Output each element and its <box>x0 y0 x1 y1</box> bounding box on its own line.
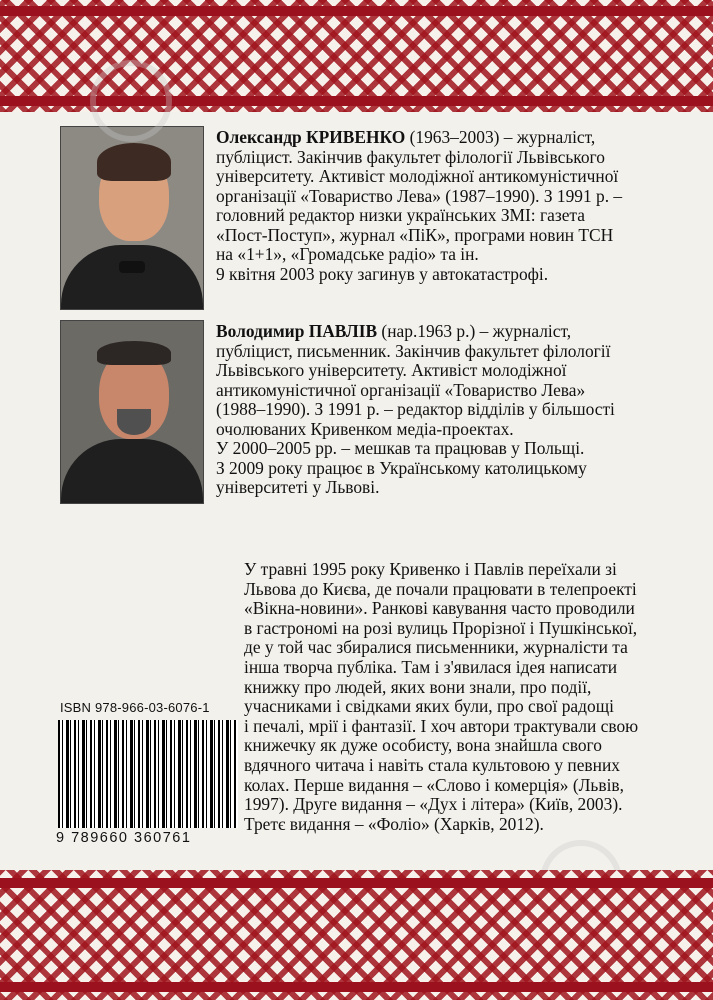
description-line: учасниками і свідками яких були, про свої радощі <box>244 696 614 717</box>
ornament-stripe <box>0 982 713 992</box>
description-line: де у той час збиралися письменники, журналісти та <box>244 637 628 658</box>
bio-line: 9 квітня 2003 року загинув у автокатастрофі. <box>216 263 549 284</box>
bio-line: Львівського університету. Активіст молодіжної <box>216 360 567 380</box>
bio-line: університету. Активіст молодіжної антикомуністичної <box>216 166 619 186</box>
description-line: У травні 1995 року Кривенко і Павлів переїхали зі <box>244 559 617 579</box>
bio-line: організації «Товариство Лева» (1987–1990). З 1991 р. – <box>216 185 623 206</box>
bio-line: У 2000–2005 рр. – мешкав та працював у Польщі. <box>216 438 585 458</box>
bow-tie <box>119 261 145 273</box>
bio-line: «Пост-Поступ», журнал «ПіК», програми новин ТСН <box>216 224 614 245</box>
bio-line: (1988–1990). З 1991 р. – редактор відділів у більшості <box>216 399 615 419</box>
shirt <box>61 439 203 504</box>
author2-name: Володимир ПАВЛІВ <box>216 321 378 341</box>
description-line: Львова до Києва, де почали працювати в телепроекті <box>244 578 637 599</box>
watermark-icon <box>90 60 172 142</box>
description-line: інша творча публіка. Там і з'явилася ідея написати <box>244 656 618 677</box>
description-line: вдячного читача і навіть стала культовою у певних <box>244 754 620 775</box>
beard <box>117 409 151 435</box>
isbn-label: ISBN 978-966-03-6076-1 <box>60 700 210 715</box>
ornament-stripe <box>0 6 713 16</box>
author2-first-line: Володимир ПАВЛІВ (нар.1963 р.) – журналіст, <box>216 321 572 341</box>
author1-first-line: Олександр КРИВЕНКО (1963–2003) – журналіст, <box>216 127 596 147</box>
author2-photo <box>60 320 204 504</box>
bio-line: головний редактор низки українських ЗМІ: газета <box>216 205 585 225</box>
ornament-stripe <box>0 878 713 888</box>
book-description <box>244 560 706 834</box>
author2-bio <box>216 322 706 498</box>
author1-photo <box>60 126 204 310</box>
bio-line: очолюваних Кривенком медіа-проектах. <box>216 418 514 439</box>
barcode-digits: 9 789660 360761 <box>56 830 192 846</box>
bio-line: на «1+1», «Громадське радіо» та ін. <box>216 244 479 264</box>
author1-bio <box>216 128 706 284</box>
hair <box>97 341 171 365</box>
description-line: книжку про людей, яких вони знали, про події, <box>244 676 592 697</box>
description-line: в гастрономі на розі вулиць Прорізної і Пушкінської, <box>244 617 638 638</box>
description-line: книжечку як дуже особисту, вона знайшла свого <box>244 735 602 756</box>
bio-line: антикомуністичної організації «Товариство Лева» <box>216 379 586 400</box>
bio-line: публіцист. Закінчив факультет філології Львівського <box>216 146 605 167</box>
bio-line: З 2009 року працює в Українському католицькому <box>216 457 587 478</box>
description-line: 1997). Друге видання – «Дух і літера» (Київ, 2003). <box>244 794 623 815</box>
jacket <box>61 245 203 310</box>
bio-line: університеті у Львові. <box>216 477 380 497</box>
description-line: колах. Перше видання – «Слово і комерція» (Львів, <box>244 774 624 795</box>
bio-line: публіцист, письменник. Закінчив факультет філології <box>216 340 611 361</box>
bottom-ornament-border <box>0 870 713 1000</box>
hair <box>97 143 171 181</box>
author1-name: Олександр КРИВЕНКО <box>216 127 406 147</box>
description-line: «Вікна-новини». Ранкові кавування часто проводили <box>244 598 635 619</box>
barcode <box>58 720 238 828</box>
description-line: і печалі, мрії і фантазії. І хоч автори трактували свою <box>244 715 639 736</box>
description-line: Третє видання – «Фоліо» (Харків, 2012). <box>244 813 544 834</box>
